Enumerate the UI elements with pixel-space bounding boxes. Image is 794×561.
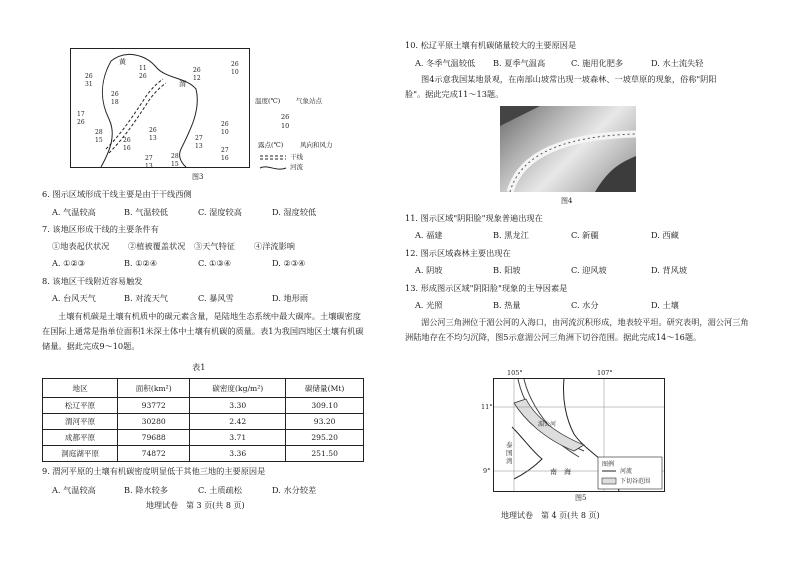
q13-option-a[interactable]: A. 光照: [415, 300, 443, 310]
legend-sample-temp: 26: [281, 113, 290, 121]
table-row: [43, 398, 364, 414]
legend-dew: 露点(℃): [258, 141, 284, 149]
station-value: 26: [77, 119, 85, 126]
table-cell: 成都平原: [43, 430, 118, 446]
table-row: [43, 414, 364, 430]
q7-item-3: ③天气特征: [194, 241, 235, 251]
q8-option-a[interactable]: A. 台风天气: [52, 293, 96, 303]
q7-item-1: ①地表起伏状况: [52, 241, 110, 251]
q7-item-4: ④洋流影响: [254, 241, 295, 251]
q6-option-d[interactable]: D. 湿度较低: [272, 207, 317, 217]
q11-option-d[interactable]: D. 西藏: [651, 230, 679, 240]
q11-stem: 11. 图示区域"阴阳脸"现象普遍出现在: [405, 213, 543, 223]
q7-option-d[interactable]: D. ②③④: [272, 258, 306, 268]
station-value: 16: [221, 155, 229, 162]
figure5-map: [493, 378, 665, 492]
q7-option-c[interactable]: C. ①③④: [198, 258, 232, 268]
figure5-svg: [494, 379, 664, 491]
station-value: 26: [149, 127, 157, 134]
table-header-row: [43, 379, 364, 398]
station-value: 13: [195, 143, 203, 150]
figure3-caption: 图3: [192, 173, 204, 181]
table-cell: 30280: [118, 414, 190, 430]
q10-stem: 10. 松辽平原土壤有机碳储量较大的主要原因是: [405, 40, 577, 50]
station-value: 12: [193, 75, 201, 82]
lat-9: 9°: [483, 467, 491, 475]
table-cell: 309.10: [286, 398, 364, 414]
station-value: 15: [95, 137, 103, 144]
q9-option-b[interactable]: B. 降水较多: [124, 485, 168, 495]
map-label-huang: 黄: [119, 58, 126, 66]
river-label: 湄公河: [538, 421, 557, 428]
right-page: [397, 0, 794, 561]
station-value: 27: [195, 135, 203, 142]
q12-stem: 12. 图示区域森林主要出现在: [405, 248, 511, 258]
table-cell: 74872: [118, 446, 190, 462]
q8-stem: 8. 该地区干线附近容易触发: [42, 276, 143, 286]
station-value: 27: [221, 147, 229, 154]
q12-option-b[interactable]: B. 阳坡: [493, 265, 521, 275]
table-row: [43, 446, 364, 462]
legend-title: 图例: [602, 461, 615, 468]
table-cell: 79688: [118, 430, 190, 446]
station-value: 11: [139, 65, 147, 72]
table-header: 碳密度(kg/m²): [190, 379, 286, 398]
q11-option-c[interactable]: C. 新疆: [571, 230, 599, 240]
legend-river: 河流: [290, 163, 303, 171]
station-value: 27: [145, 155, 153, 162]
q6-option-c[interactable]: C. 湿度较高: [198, 207, 242, 217]
station-value: 26: [139, 73, 147, 80]
station-value: 28: [95, 129, 103, 136]
table-cell: 2.42: [190, 414, 286, 430]
table-cell: 3.30: [190, 398, 286, 414]
station-value: 26: [193, 67, 201, 74]
q10-option-c[interactable]: C. 施用化肥多: [571, 58, 624, 68]
table-header: 碳储量(Mt): [286, 379, 364, 398]
station-value: 28: [171, 153, 179, 160]
q11-option-b[interactable]: B. 黑龙江: [493, 230, 529, 240]
station-value: 26: [85, 73, 93, 80]
station-value: 31: [85, 81, 93, 88]
q7-stem: 7. 该地区形成干线的主要条件有: [42, 224, 159, 234]
table-cell: 251.50: [286, 446, 364, 462]
table-header: 面积(km²): [118, 379, 190, 398]
station-value: 15: [171, 161, 179, 168]
yinyang-passage: 图4示意我国某地景观，在南部山坡常出现一坡森林、一坡草原的现象，俗称"阴阳脸"。据此完成11～13题。: [405, 74, 717, 99]
q9-option-d[interactable]: D. 水分较差: [272, 485, 317, 495]
page-footer-3: 地理试卷 第 3 页(共 8 页): [146, 501, 245, 510]
q9-option-c[interactable]: C. 土质疏松: [198, 485, 242, 495]
mekong-passage: 湄公河三角洲位于湄公河的入海口，由河流沉积形成，地表较平坦。研究表明，湄公河三角洲陆地存在不均匀沉降，图5示意湄公河三角洲下切谷范围。据此完成14～16题。: [405, 317, 749, 342]
figure4-photo: [500, 106, 636, 192]
station-value: 10: [221, 129, 229, 136]
station-value: 13: [145, 163, 153, 170]
q8-option-c[interactable]: C. 暴风雪: [198, 293, 234, 303]
station-value: 18: [111, 99, 119, 106]
q12-option-d[interactable]: D. 背风坡: [651, 265, 688, 275]
table-cell: 3.71: [190, 430, 286, 446]
legend-station: 气象站点: [296, 97, 322, 105]
q12-option-a[interactable]: A. 阴坡: [415, 265, 443, 275]
station-value: 16: [123, 145, 131, 152]
table1: [42, 378, 364, 462]
table1-title: 表1: [192, 362, 206, 372]
q12-option-c[interactable]: C. 迎风坡: [571, 265, 607, 275]
q10-option-d[interactable]: D. 水土流失轻: [651, 58, 704, 68]
gulf-label: 泰国湾: [506, 441, 513, 465]
lon-105: 105°: [507, 369, 523, 377]
q13-option-d[interactable]: D. 土壤: [651, 300, 679, 310]
table-cell: 松辽平原: [43, 398, 118, 414]
legend-river: 河流: [620, 468, 633, 475]
q8-option-b[interactable]: B. 对流天气: [124, 293, 168, 303]
station-value: 13: [149, 135, 157, 142]
q6-stem: 6. 图示区域形成干线主要是由于干线西侧: [42, 189, 192, 199]
station-value: 26: [221, 121, 229, 128]
table-header: 地区: [43, 379, 118, 398]
legend-front: 干线: [290, 153, 303, 161]
table-cell: 渭河平原: [43, 414, 118, 430]
table-cell: 93.20: [286, 414, 364, 430]
legend-sample-dew: 10: [281, 122, 290, 130]
station-value: 26: [111, 91, 119, 98]
figure4-road: [500, 106, 636, 192]
legend-valley: 下切谷范围: [620, 478, 651, 485]
station-value: 26: [123, 137, 131, 144]
figure5-caption: 图5: [575, 494, 587, 502]
station-value: 17: [77, 111, 85, 118]
q9-option-a[interactable]: A. 气温较高: [52, 485, 96, 495]
q7-item-2: ②植被覆盖状况: [128, 241, 186, 251]
q10-option-a[interactable]: A. 冬季气温较低: [415, 58, 476, 68]
figure3-map: [70, 48, 250, 168]
table-row: [43, 430, 364, 446]
table-cell: 295.20: [286, 430, 364, 446]
q6-option-b[interactable]: B. 气温较低: [124, 207, 168, 217]
q10-option-b[interactable]: B. 夏季气温高: [493, 58, 546, 68]
q7-option-b[interactable]: B. ①②④: [124, 258, 158, 268]
legend-symbols: [258, 152, 288, 174]
q13-option-b[interactable]: B. 热量: [493, 300, 521, 310]
carbon-passage: 土壤有机碳是土壤有机质中的碳元素含量，是陆地生态系统中最大碳库。土壤碳密度在国际上通常是指单位面积1米深土体中土壤有机碳的质量。表1为我国四地区土壤有机碳储量。据此完成9～10题。: [42, 311, 364, 351]
lon-107: 107°: [597, 369, 613, 377]
legend-temp: 温度(℃): [255, 97, 281, 105]
table-cell: 93772: [118, 398, 190, 414]
map-label-wei: 渭: [179, 80, 186, 88]
station-value: 26: [231, 61, 239, 68]
station-value: 10: [231, 69, 239, 76]
q8-option-d[interactable]: D. 地形雨: [272, 293, 309, 303]
q13-option-c[interactable]: C. 水分: [571, 300, 599, 310]
table-cell: 3.36: [190, 446, 286, 462]
q6-option-a[interactable]: A. 气温较高: [52, 207, 96, 217]
q13-stem: 13. 形成图示区域"阴阳脸"现象的主导因素是: [405, 283, 568, 293]
page-footer-4: 地理试卷 第 4 页(共 8 页): [501, 511, 600, 520]
q9-stem: 9. 渭河平原的土壤有机碳密度明显低于其他三地的主要原因是: [42, 466, 266, 476]
q11-option-a[interactable]: A. 福建: [415, 230, 443, 240]
legend-wind: 风向和风力: [300, 141, 333, 149]
lat-11: 11°: [481, 403, 493, 411]
table-cell: 洞庭湖平原: [43, 446, 118, 462]
q7-option-a[interactable]: A. ①②③: [52, 258, 86, 268]
sea-label: 南 海: [550, 468, 571, 476]
figure4-caption: 图4: [561, 197, 573, 205]
